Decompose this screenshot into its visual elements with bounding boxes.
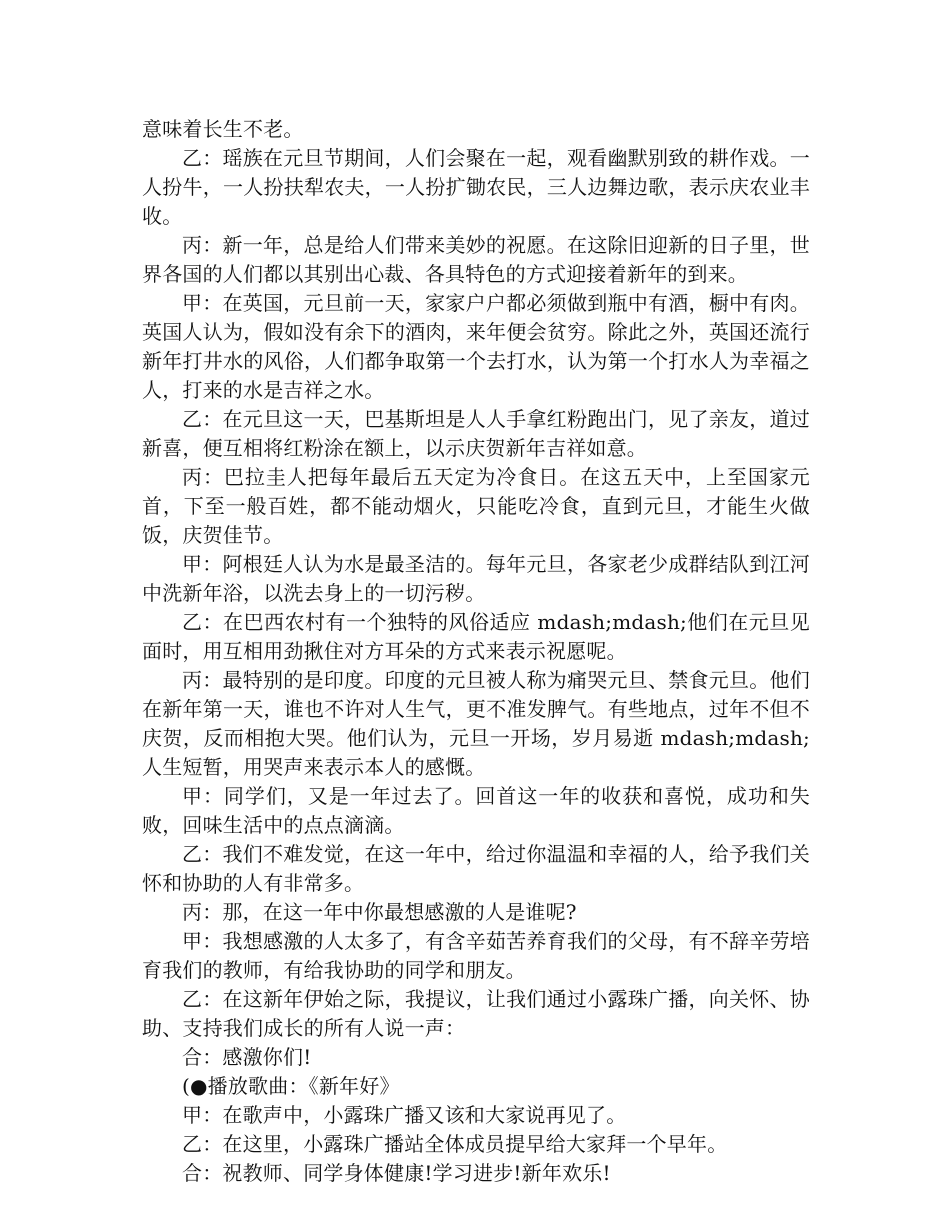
paragraph: 丙：那，在这一年中你最想感激的人是谁呢? — [182, 900, 577, 924]
paragraph: 合：祝教师、同学身体健康!学习进步!新年欢乐! — [182, 1161, 611, 1185]
paragraph: 丙：最特别的是印度。印度的元旦被人称为痛哭元旦、禁食元旦。他们在新年第一天，谁也不许对人生气，更不准发脾气。有些地点，过年不但不庆贺，反而相抱大哭。他们认为，元旦一开场，岁月易逝 mdash;mdash;人生短暂，用哭声来表示本人的感慨。 — [142, 668, 810, 779]
paragraph: 甲：在歌声中，小露珠广播又该和大家说再见了。 — [182, 1103, 627, 1127]
paragraph: (●播放歌曲：《新年好》 — [182, 1074, 400, 1098]
paragraph: 乙：在这新年伊始之际，我提议，让我们通过小露珠广播，向关怀、协助、支持我们成长的所有人说一声： — [142, 987, 810, 1040]
paragraph: 乙：在这里，小露珠广播站全体成员提早给大家拜一个早年。 — [182, 1132, 728, 1156]
paragraph: 乙：在元旦这一天，巴基斯坦是人人手拿红粉跑出门，见了亲友，道过新喜，便互相将红粉涂在额上，以示庆贺新年吉祥如意。 — [142, 407, 810, 460]
document-body — [142, 115, 810, 1188]
paragraph: 乙：瑶族在元旦节期间，人们会聚在一起，观看幽默别致的耕作戏。一人扮牛，一人扮扶犁农夫，一人扮扩锄农民，三人边舞边歌，表示庆农业丰收。 — [142, 146, 810, 228]
paragraph: 乙：我们不难发觉，在这一年中，给过你温温和幸福的人，给予我们关怀和协助的人有非常多。 — [142, 842, 810, 895]
paragraph: 合：感激你们! — [182, 1045, 312, 1069]
paragraph: 意味着长生不老。 — [142, 117, 304, 141]
paragraph: 甲：在英国，元旦前一天，家家户户都必须做到瓶中有酒，橱中有肉。英国人认为，假如没有余下的酒肉，来年便会贫穷。除此之外，英国还流行新年打井水的风俗，人们都争取第一个去打水，认为第一个打水人为幸福之人，打来的水是吉祥之水。 — [142, 291, 810, 402]
paragraph: 甲：同学们，又是一年过去了。回首这一年的收获和喜悦，成功和失败，回味生活中的点点滴滴。 — [142, 784, 810, 837]
paragraph: 丙：巴拉圭人把每年最后五天定为冷食日。在这五天中，上至国家元首，下至一般百姓，都不能动烟火，只能吃冷食，直到元旦，才能生火做饭，庆贺佳节。 — [142, 465, 810, 547]
paragraph: 甲：我想感激的人太多了，有含辛茹苦养育我们的父母，有不辞辛劳培育我们的教师，有给我协助的同学和朋友。 — [142, 929, 810, 982]
paragraph: 丙：新一年，总是给人们带来美妙的祝愿。在这除旧迎新的日子里，世界各国的人们都以其别出心裁、各具特色的方式迎接着新年的到来。 — [142, 233, 810, 286]
paragraph: 甲：阿根廷人认为水是最圣洁的。每年元旦，各家老少成群结队到江河中洗新年浴，以洗去身上的一切污秽。 — [142, 552, 810, 605]
paragraph: 乙：在巴西农村有一个独特的风俗适应 mdash;mdash;他们在元旦见面时，用互相用劲揪住对方耳朵的方式来表示祝愿呢。 — [142, 610, 810, 663]
